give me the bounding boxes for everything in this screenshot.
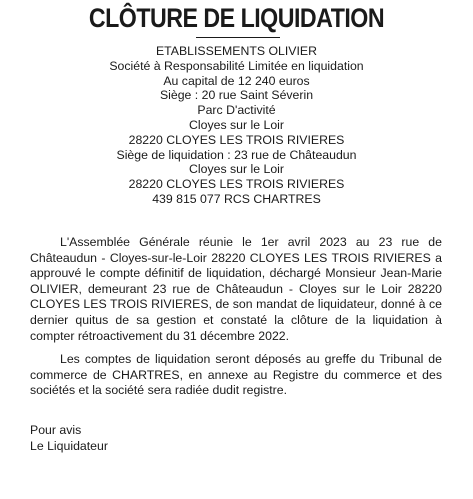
company-office-city: 28220 CLOYES LES TROIS RIVIERES xyxy=(128,132,345,147)
company-name: ETABLISSEMENTS OLIVIER xyxy=(155,44,318,58)
company-legal-form: Société à Responsabilité Limitée en liquidation xyxy=(109,58,364,73)
paragraph-accounts-filing: Les comptes de liquidation seront déposés au greffe du Tribunal de commerce de CHARTRES, en annexe au Registre du commerce et des sociétés et la société sera radiée dudit registre. xyxy=(30,352,442,398)
company-rcs-number: 439 815 077 RCS CHARTRES xyxy=(152,191,321,206)
company-registered-office: Siège : 20 rue Saint Séverin xyxy=(159,88,314,103)
liquidation-office-locality: Cloyes sur le Loir xyxy=(189,162,284,177)
company-header xyxy=(0,44,473,207)
liquidation-office: Siège de liquidation : 23 rue de Châteaudun xyxy=(116,147,357,162)
signature-block xyxy=(30,423,108,454)
notice-title: CLÔTURE DE LIQUIDATION xyxy=(88,3,385,33)
title-underline xyxy=(196,37,280,38)
liquidation-office-city: 28220 CLOYES LES TROIS RIVIERES xyxy=(128,177,345,192)
company-capital: Au capital de 12 240 euros xyxy=(163,73,310,88)
signature-liquidator: Le Liquidateur xyxy=(30,438,108,453)
signature-pour-avis: Pour avis xyxy=(30,423,82,437)
company-office-locality: Cloyes sur le Loir xyxy=(189,117,284,132)
paragraph-assembly-decision: L'Assemblée Générale réunie le 1er avril 2023 au 23 rue de Châteaudun - Cloyes-sur-le-Loir 28220 CLOYES LES TROIS RIVIERES a approuvé le compte définitif de liquidation, déchargé Monsieur Jean-Marie OLIVIER, demeurant 23 rue de Châteaudun - Cloyes sur le Loir 28220 CLOYES LES TROIS RIVIERES, de son mandat de liquidateur, donné à ce dernier quitus de sa gestion et constaté la clôture de la liquidation à compter rétroactivement du 31 décembre 2022. xyxy=(30,235,442,343)
company-office-park: Parc D'activité xyxy=(197,103,276,118)
